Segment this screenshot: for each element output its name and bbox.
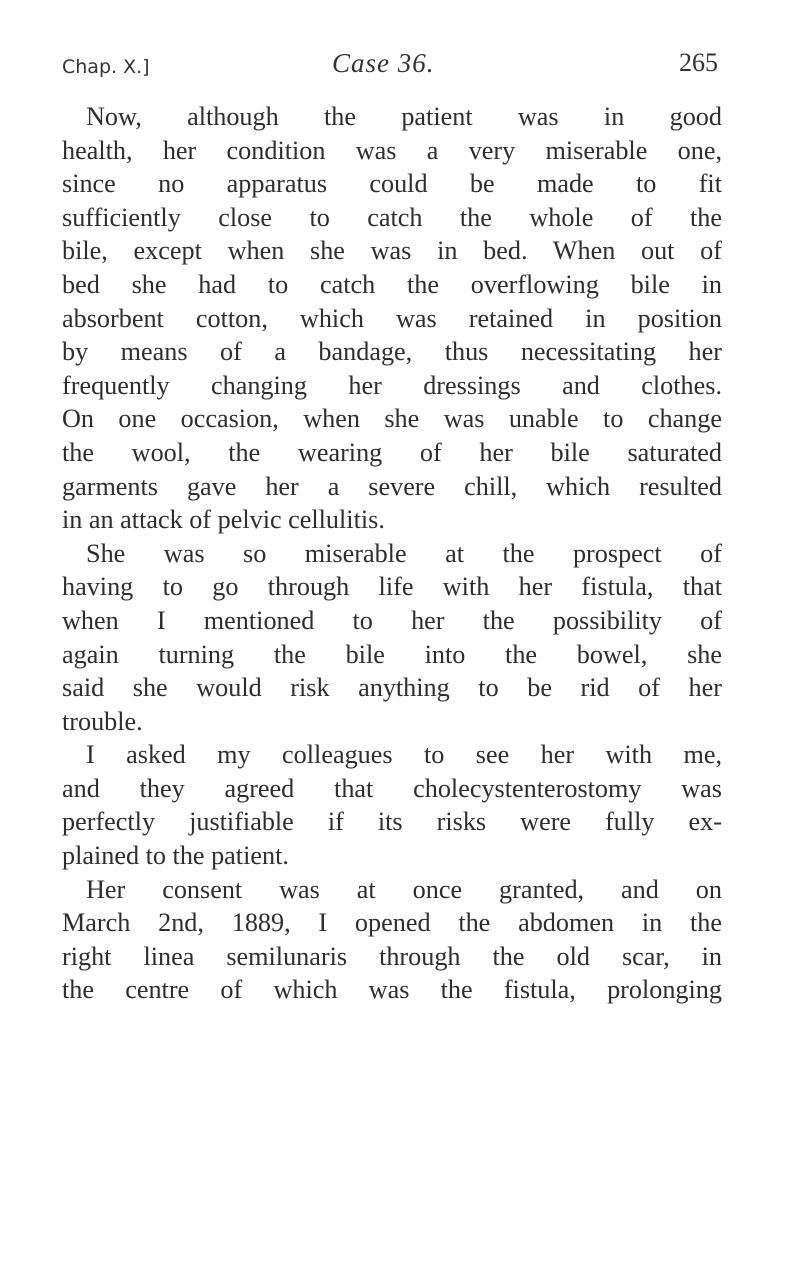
text-line: the wool, the wearing of her bile saturated xyxy=(62,437,722,467)
page-number: 265 xyxy=(679,48,718,77)
text-line: since no apparatus could be made to fit xyxy=(62,169,722,199)
text-line: trouble. xyxy=(62,706,143,736)
text-line: garments gave her a severe chill, which resulted xyxy=(62,471,722,501)
text-line: in an attack of pelvic cellulitis. xyxy=(62,505,385,535)
chapter-reference: Chap. X.] xyxy=(62,56,150,78)
text-line: when I mentioned to her the possibility of xyxy=(62,605,722,635)
text-line: I asked my colleagues to see her with me, xyxy=(86,740,722,770)
text-line: and they agreed that cholecystenterostomy was xyxy=(62,773,722,803)
text-line: absorbent cotton, which was retained in position xyxy=(62,303,722,333)
case-title: Case 36. xyxy=(332,48,435,78)
text-line: Now, although the patient was in good xyxy=(86,102,722,131)
text-line: said she would risk anything to be rid of her xyxy=(62,673,722,703)
text-line: having to go through life with her fistula, that xyxy=(62,572,722,602)
text-line: sufficiently close to catch the whole of the xyxy=(62,202,722,232)
text-line: right linea semilunaris through the old scar, in xyxy=(62,941,722,971)
text-line: bed she had to catch the overflowing bile in xyxy=(62,269,722,299)
running-header xyxy=(62,46,730,90)
text-line: health, her condition was a very miserable one, xyxy=(62,135,722,165)
text-line: by means of a bandage, thus necessitating her xyxy=(62,337,722,367)
text-line: bile, except when she was in bed. When out of xyxy=(62,236,722,266)
text-line: March 2nd, 1889, I opened the abdomen in the xyxy=(62,908,722,938)
text-line: plained to the patient. xyxy=(62,841,289,871)
page-body xyxy=(62,100,722,1007)
text-line: again turning the bile into the bowel, she xyxy=(62,639,722,669)
text-line: perfectly justifiable if its risks were fully ex- xyxy=(62,807,722,837)
text-line: She was so miserable at the prospect of xyxy=(86,538,722,568)
text-line: On one occasion, when she was unable to change xyxy=(62,404,722,434)
text-line: frequently changing her dressings and clothes. xyxy=(62,370,722,400)
text-line: Her consent was at once granted, and on xyxy=(86,874,722,904)
text-line: the centre of which was the fistula, prolonging xyxy=(62,975,722,1005)
